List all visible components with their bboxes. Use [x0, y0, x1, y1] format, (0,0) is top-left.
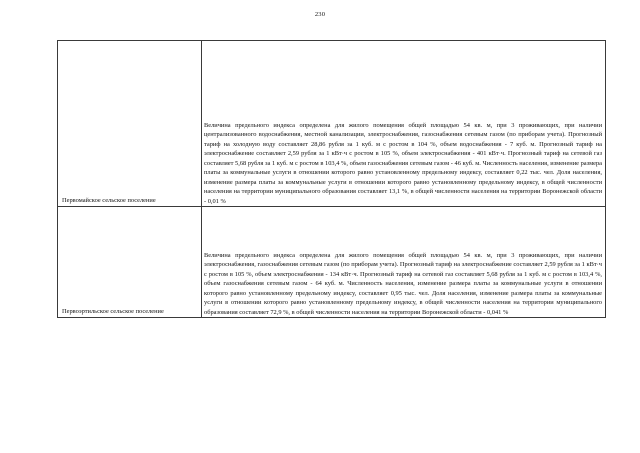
index-description-cell: Величина предельного индекса определена для жилого помещения общей площадью 54 кв. м, при 3 проживающих, при наличии электроснабжения, газоснабжения сетевым газом (по приборам учета). Прогнозный тариф на электроснабжение составляет 2,59 рубля за 1 кВт·ч с ростом в 105 %, объем электроснабжения - 134 кВт·ч. Прогнозный тариф на сетевой газ составляет 5,68 рубля за 1 куб. м с ростом в 103,4 %, объем газоснабжения сетевым газом - 64 куб. м. Численность населения, изменение размера платы за коммунальные услуги в отношении которого равно установленному предельному индексу, составляет 0,95 тыс. чел. Доля населения, изменение размера платы за коммунальные услуги в отношении которого равно установленному предельному индексу, в общей численности населения на территории муниципального образования составляет 72,9 %, в общей численности населения на территории Воронежской области - 0,041 %	[202, 207, 606, 318]
settlement-name-cell: Первоэртильское сельское поселение	[58, 207, 202, 318]
table-row	[58, 41, 606, 207]
settlements-table	[57, 40, 606, 318]
index-description-cell: Величина предельного индекса определена для жилого помещения общей площадью 54 кв. м, при 3 проживающих, при наличии централизованного водоснабжения, местной канализации, электроснабжения, газоснабжения сетевым газом (по приборам учета). Прогнозный тариф на холодную воду составляет 28,86 рубля за 1 куб. м с ростом в 104 %, объем водоснабжения - 7 куб. м. Прогнозный тариф на электроснабжение составляет 2,59 рубля за 1 кВт·ч с ростом в 105 %, объем электроснабжения - 401 кВт·ч. Прогнозный тариф на сетевой газ составляет 5,68 рубля за 1 куб. м с ростом в 103,4 %, объем газоснабжения сетевым газом - 46 куб. м. Численность населения, изменение размера платы за коммунальные услуги в отношении которого равно установленному предельному индексу, составляет 0,22 тыс. чел. Доля населения, изменение размера платы за коммунальные услуги в отношении которого равно установленному предельному индексу, в общей численности населения на территории муниципального образования составляет 13,1 %, в общей численности населения на территории Воронежской области - 0,01 %	[202, 41, 606, 207]
table-row	[58, 207, 606, 318]
settlement-name-cell: Первомайское сельское поселение	[58, 41, 202, 207]
page-number: 230	[314, 11, 326, 18]
